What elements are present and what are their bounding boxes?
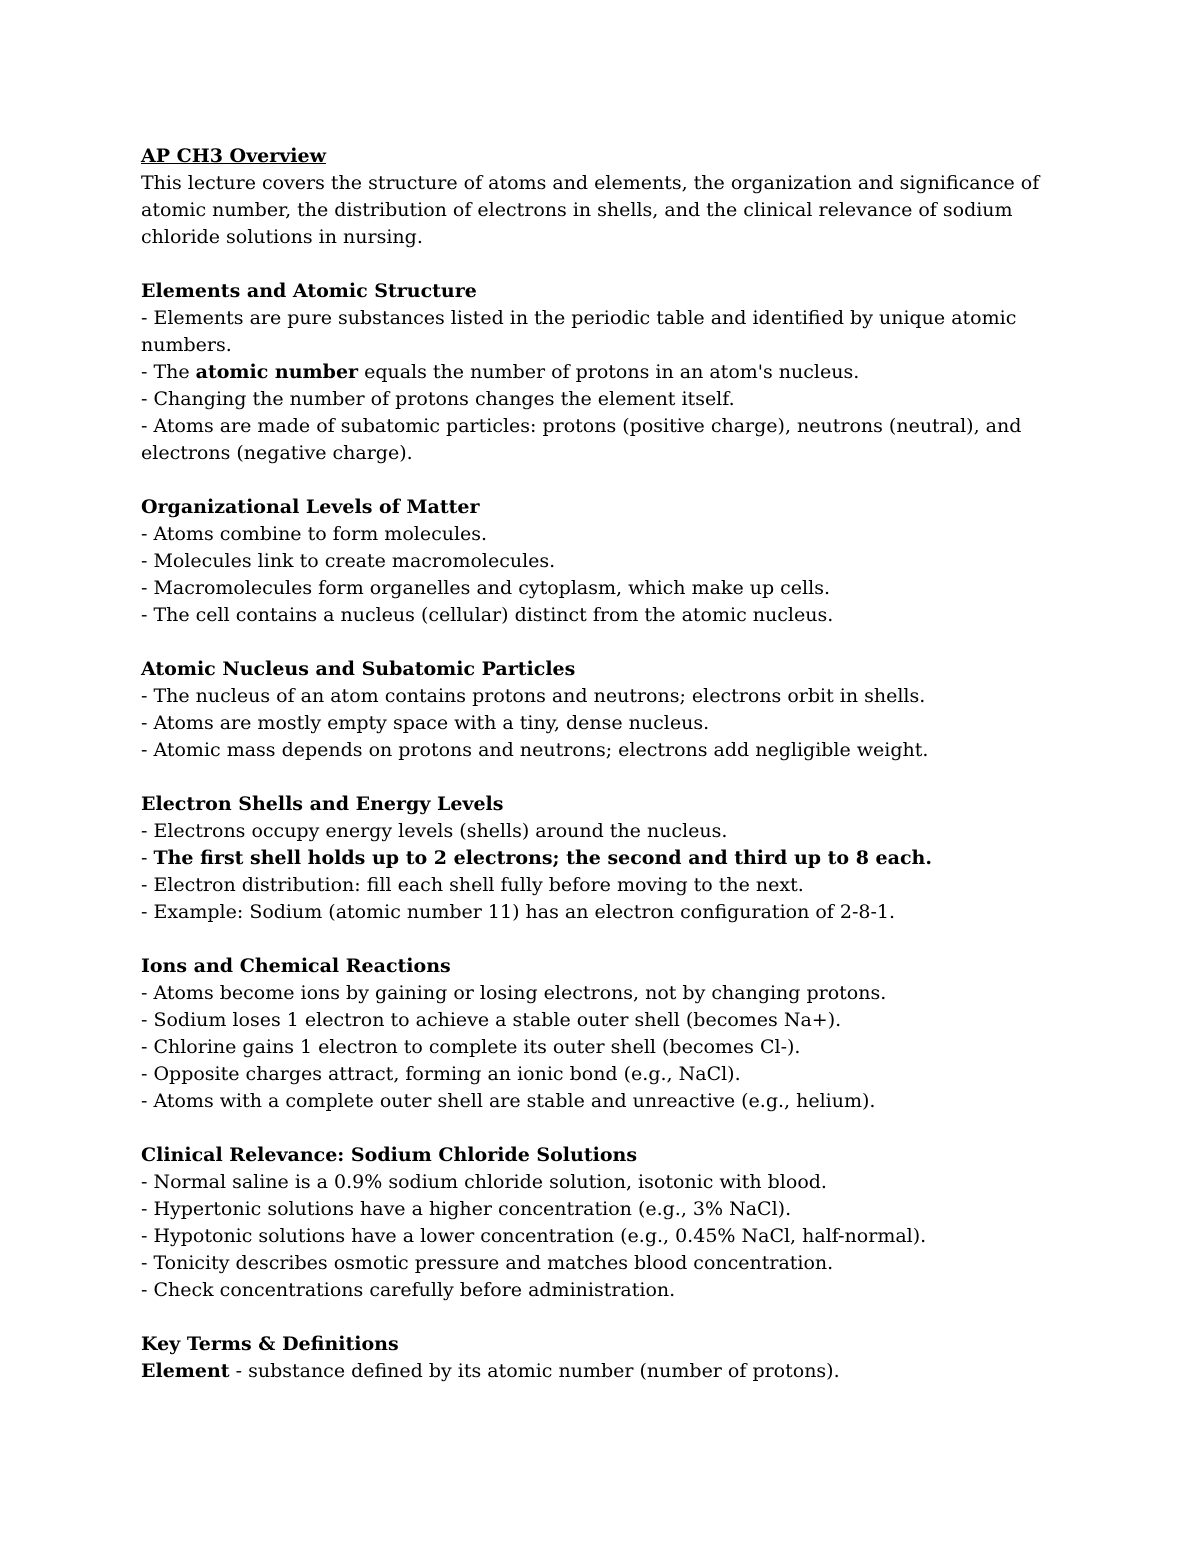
bullet-text: - The [141, 361, 196, 383]
section-heading: Organizational Levels of Matter [141, 496, 480, 518]
definition-line [141, 1358, 1041, 1385]
bullet-line: - Normal saline is a 0.9% sodium chloride solution, isotonic with blood. [141, 1171, 827, 1193]
bullet-line: - Hypotonic solutions have a lower concentration (e.g., 0.45% NaCl, half-normal). [141, 1225, 927, 1247]
bullet-line: - Sodium loses 1 electron to achieve a stable outer shell (becomes Na+). [141, 1009, 842, 1031]
bullet-line: - Check concentrations carefully before administration. [141, 1279, 676, 1301]
section-nucleus [141, 656, 1041, 764]
bullet-line: - Atoms with a complete outer shell are stable and unreactive (e.g., helium). [141, 1090, 876, 1112]
section-levels [141, 494, 1041, 629]
bullet-line: - Atoms combine to form molecules. [141, 523, 488, 545]
bullet-line: - Changing the number of protons changes the element itself. [141, 388, 735, 410]
bullet-line: - The cell contains a nucleus (cellular) distinct from the atomic nucleus. [141, 604, 834, 626]
section-clinical [141, 1142, 1041, 1304]
bullet-line [141, 359, 1041, 386]
bullet-line: - Atomic mass depends on protons and neutrons; electrons add negligible weight. [141, 739, 929, 761]
document-title: AP CH3 Overview [141, 145, 326, 167]
bullet-line: - Example: Sodium (atomic number 11) has an electron configuration of 2-8-1. [141, 901, 896, 923]
intro-paragraph: This lecture covers the structure of atoms and elements, the organization and significance of atomic number, the distribution of electrons in shells, and the clinical relevance of sodium chloride solutions in nursing. [141, 172, 1040, 248]
term-definition: - substance defined by its atomic number (number of protons). [229, 1360, 840, 1382]
bullet-line: - Atoms become ions by gaining or losing electrons, not by changing protons. [141, 982, 887, 1004]
bullet-line [141, 845, 1041, 872]
bold-term: atomic number [195, 361, 359, 383]
bullet-line: - Macromolecules form organelles and cytoplasm, which make up cells. [141, 577, 830, 599]
section-elements [141, 278, 1041, 467]
bullet-line: - Electrons occupy energy levels (shells) around the nucleus. [141, 820, 728, 842]
bullet-line: - Opposite charges attract, forming an ionic bond (e.g., NaCl). [141, 1063, 741, 1085]
section-heading: Electron Shells and Energy Levels [141, 793, 504, 815]
bullet-line: - Hypertonic solutions have a higher concentration (e.g., 3% NaCl). [141, 1198, 792, 1220]
section-ions [141, 953, 1041, 1115]
bullet-line: - Molecules link to create macromolecules. [141, 550, 556, 572]
bullet-line: - The nucleus of an atom contains protons and neutrons; electrons orbit in shells. [141, 685, 926, 707]
bullet-text: - [141, 847, 154, 869]
bullet-line: - Electron distribution: fill each shell fully before moving to the next. [141, 874, 804, 896]
section-shells [141, 791, 1041, 926]
section-heading: Atomic Nucleus and Subatomic Particles [141, 658, 576, 680]
document-page [141, 143, 1041, 1385]
bullet-line: - Tonicity describes osmotic pressure and matches blood concentration. [141, 1252, 834, 1274]
section-heading: Elements and Atomic Structure [141, 280, 477, 302]
section-heading: Clinical Relevance: Sodium Chloride Solutions [141, 1144, 638, 1166]
section-key-terms [141, 1331, 1041, 1385]
bullet-line: - Elements are pure substances listed in the periodic table and identified by unique atomic numbers. [141, 307, 1017, 356]
bullet-text: equals the number of protons in an atom's nucleus. [358, 361, 860, 383]
bullet-line: - Chlorine gains 1 electron to complete its outer shell (becomes Cl-). [141, 1036, 801, 1058]
bold-statement: The first shell holds up to 2 electrons; the second and third up to 8 each. [153, 847, 932, 869]
section-heading: Key Terms & Definitions [141, 1333, 399, 1355]
section-heading: Ions and Chemical Reactions [141, 955, 451, 977]
bullet-line: - Atoms are mostly empty space with a tiny, dense nucleus. [141, 712, 710, 734]
bullet-line: - Atoms are made of subatomic particles: protons (positive charge), neutrons (neutral), and electrons (negative charge). [141, 415, 1022, 464]
term-name: Element [141, 1360, 230, 1382]
